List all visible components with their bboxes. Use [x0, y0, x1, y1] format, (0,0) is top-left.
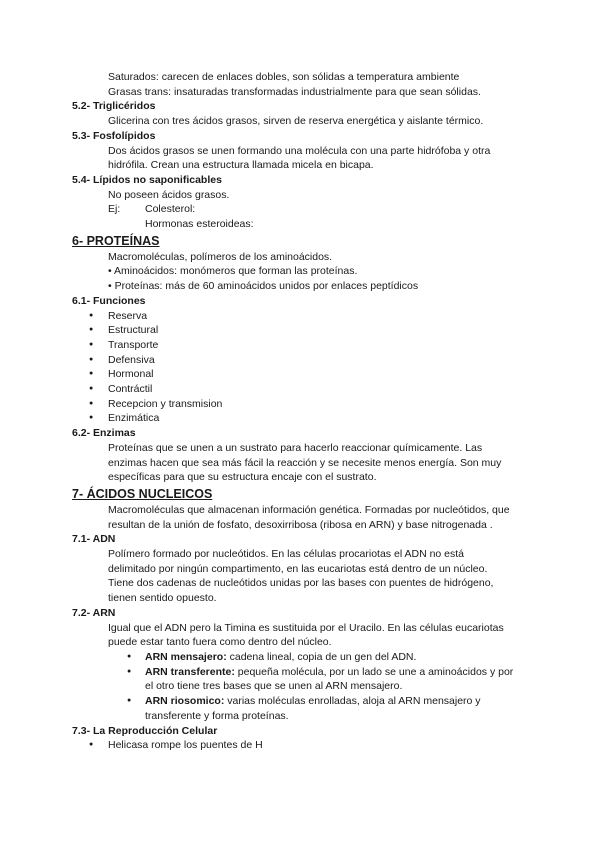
section-heading: 5.4- Lípidos no saponificables [72, 173, 222, 186]
definition: cadena lineal, copia de un gen del ADN. [226, 650, 417, 663]
paragraph: • Aminoácidos: monómeros que forman las proteínas. [108, 265, 358, 278]
bullet-list [0, 738, 600, 753]
section-heading: 6.2- Enzimas [72, 427, 136, 440]
term: ARN riosomico: [145, 695, 225, 708]
paragraph: Grasas trans: insaturadas transformadas industrialmente para que sean sólidas. [108, 85, 481, 98]
paragraph: Glicerina con tres ácidos grasos, sirven de reserva energética y aislante térmico. [108, 115, 484, 128]
list-item [0, 650, 600, 665]
paragraph: Dos ácidos grasos se unen formando una molécula con una parte hidrófoba y otra hidrófila. Crean una estructura llamada micela en bicapa. [108, 144, 491, 172]
paragraph: Saturados: carecen de enlaces dobles, son sólidas a temperatura ambiente [108, 71, 460, 83]
bullet-list [0, 650, 600, 724]
paragraph: Proteínas que se unen a un sustrato para hacerlo reaccionar químicamente. Las enzimas hacen que sea más fácil la reacción y se necesite menos energía. Son muy específicas para que su estructura encaje con el sustrato. [108, 441, 502, 484]
paragraph: Macromoléculas que almacenan información genética. Formadas por nucleótidos, que resultan de la unión de fosfato, desoxirribosa (ribosa en ARN) y base nitrogenada . [108, 503, 510, 531]
example-item: Colesterol: [145, 203, 196, 216]
section-heading: 7.3- La Reproducción Celular [72, 724, 218, 737]
list-item: ● Recepcion y transmision [0, 397, 600, 412]
paragraph: Polímero formado por nucleótidos. En las células procariotas el ADN no está delimitado por ningún compartimento, en las eucariotas está dentro de un núcleo. Tiene dos cadenas de nucleótidos unidas por las bases con puentes de hidrógeno, tienen sentido opuesto. [108, 548, 494, 605]
list-item: ● Reserva [0, 309, 600, 324]
paragraph: No poseen ácidos grasos. [108, 188, 230, 201]
list-item: ● Enzimática [0, 411, 600, 426]
example-row [0, 217, 600, 232]
list-item [0, 694, 600, 723]
example-item: Hormonas esteroideas: [145, 218, 254, 231]
term: ARN transferente: [145, 665, 235, 678]
chapter-heading: 7- ÁCIDOS NUCLEICOS [72, 486, 213, 501]
bullet-list [0, 309, 600, 427]
term: ARN mensajero: [145, 650, 227, 663]
paragraph: • Proteínas: más de 60 aminoácidos unidos por enlaces peptídicos [108, 280, 419, 293]
definition: varias moléculas enrolladas, aloja al ARN mensajero y transferente y forma proteínas. [145, 695, 481, 722]
paragraph: Igual que el ADN pero la Timina es sustituida por el Uracilo. En las células eucariotas puede estar tanto fuera como dentro del núcleo. [108, 621, 504, 649]
list-item: ● Transporte [0, 338, 600, 353]
example-label: Ej: [108, 203, 121, 216]
list-item: ● Helicasa rompe los puentes de H [0, 738, 600, 753]
section-heading: 5.2- Triglicéridos [72, 100, 156, 113]
list-item: ● Estructural [0, 323, 600, 338]
section-heading: 5.3- Fosfolípidos [72, 129, 156, 142]
paragraph: Macromoléculas, polímeros de los aminoácidos. [108, 250, 333, 263]
list-item: ● Defensiva [0, 353, 600, 368]
section-heading: 6.1- Funciones [72, 294, 146, 307]
chapter-heading: 6- PROTEÍNAS [72, 233, 160, 248]
list-item: ● Hormonal [0, 367, 600, 382]
list-item [0, 665, 600, 694]
example-row [0, 202, 600, 217]
section-heading: 7.2- ARN [72, 606, 116, 619]
definition: pequeña molécula, por un lado se une a aminoácidos y por el otro tiene tres bases que se unen al ARN mensajero. [145, 665, 514, 693]
list-item: ● Contráctil [0, 382, 600, 397]
section-heading: 7.1- ADN [72, 533, 116, 546]
